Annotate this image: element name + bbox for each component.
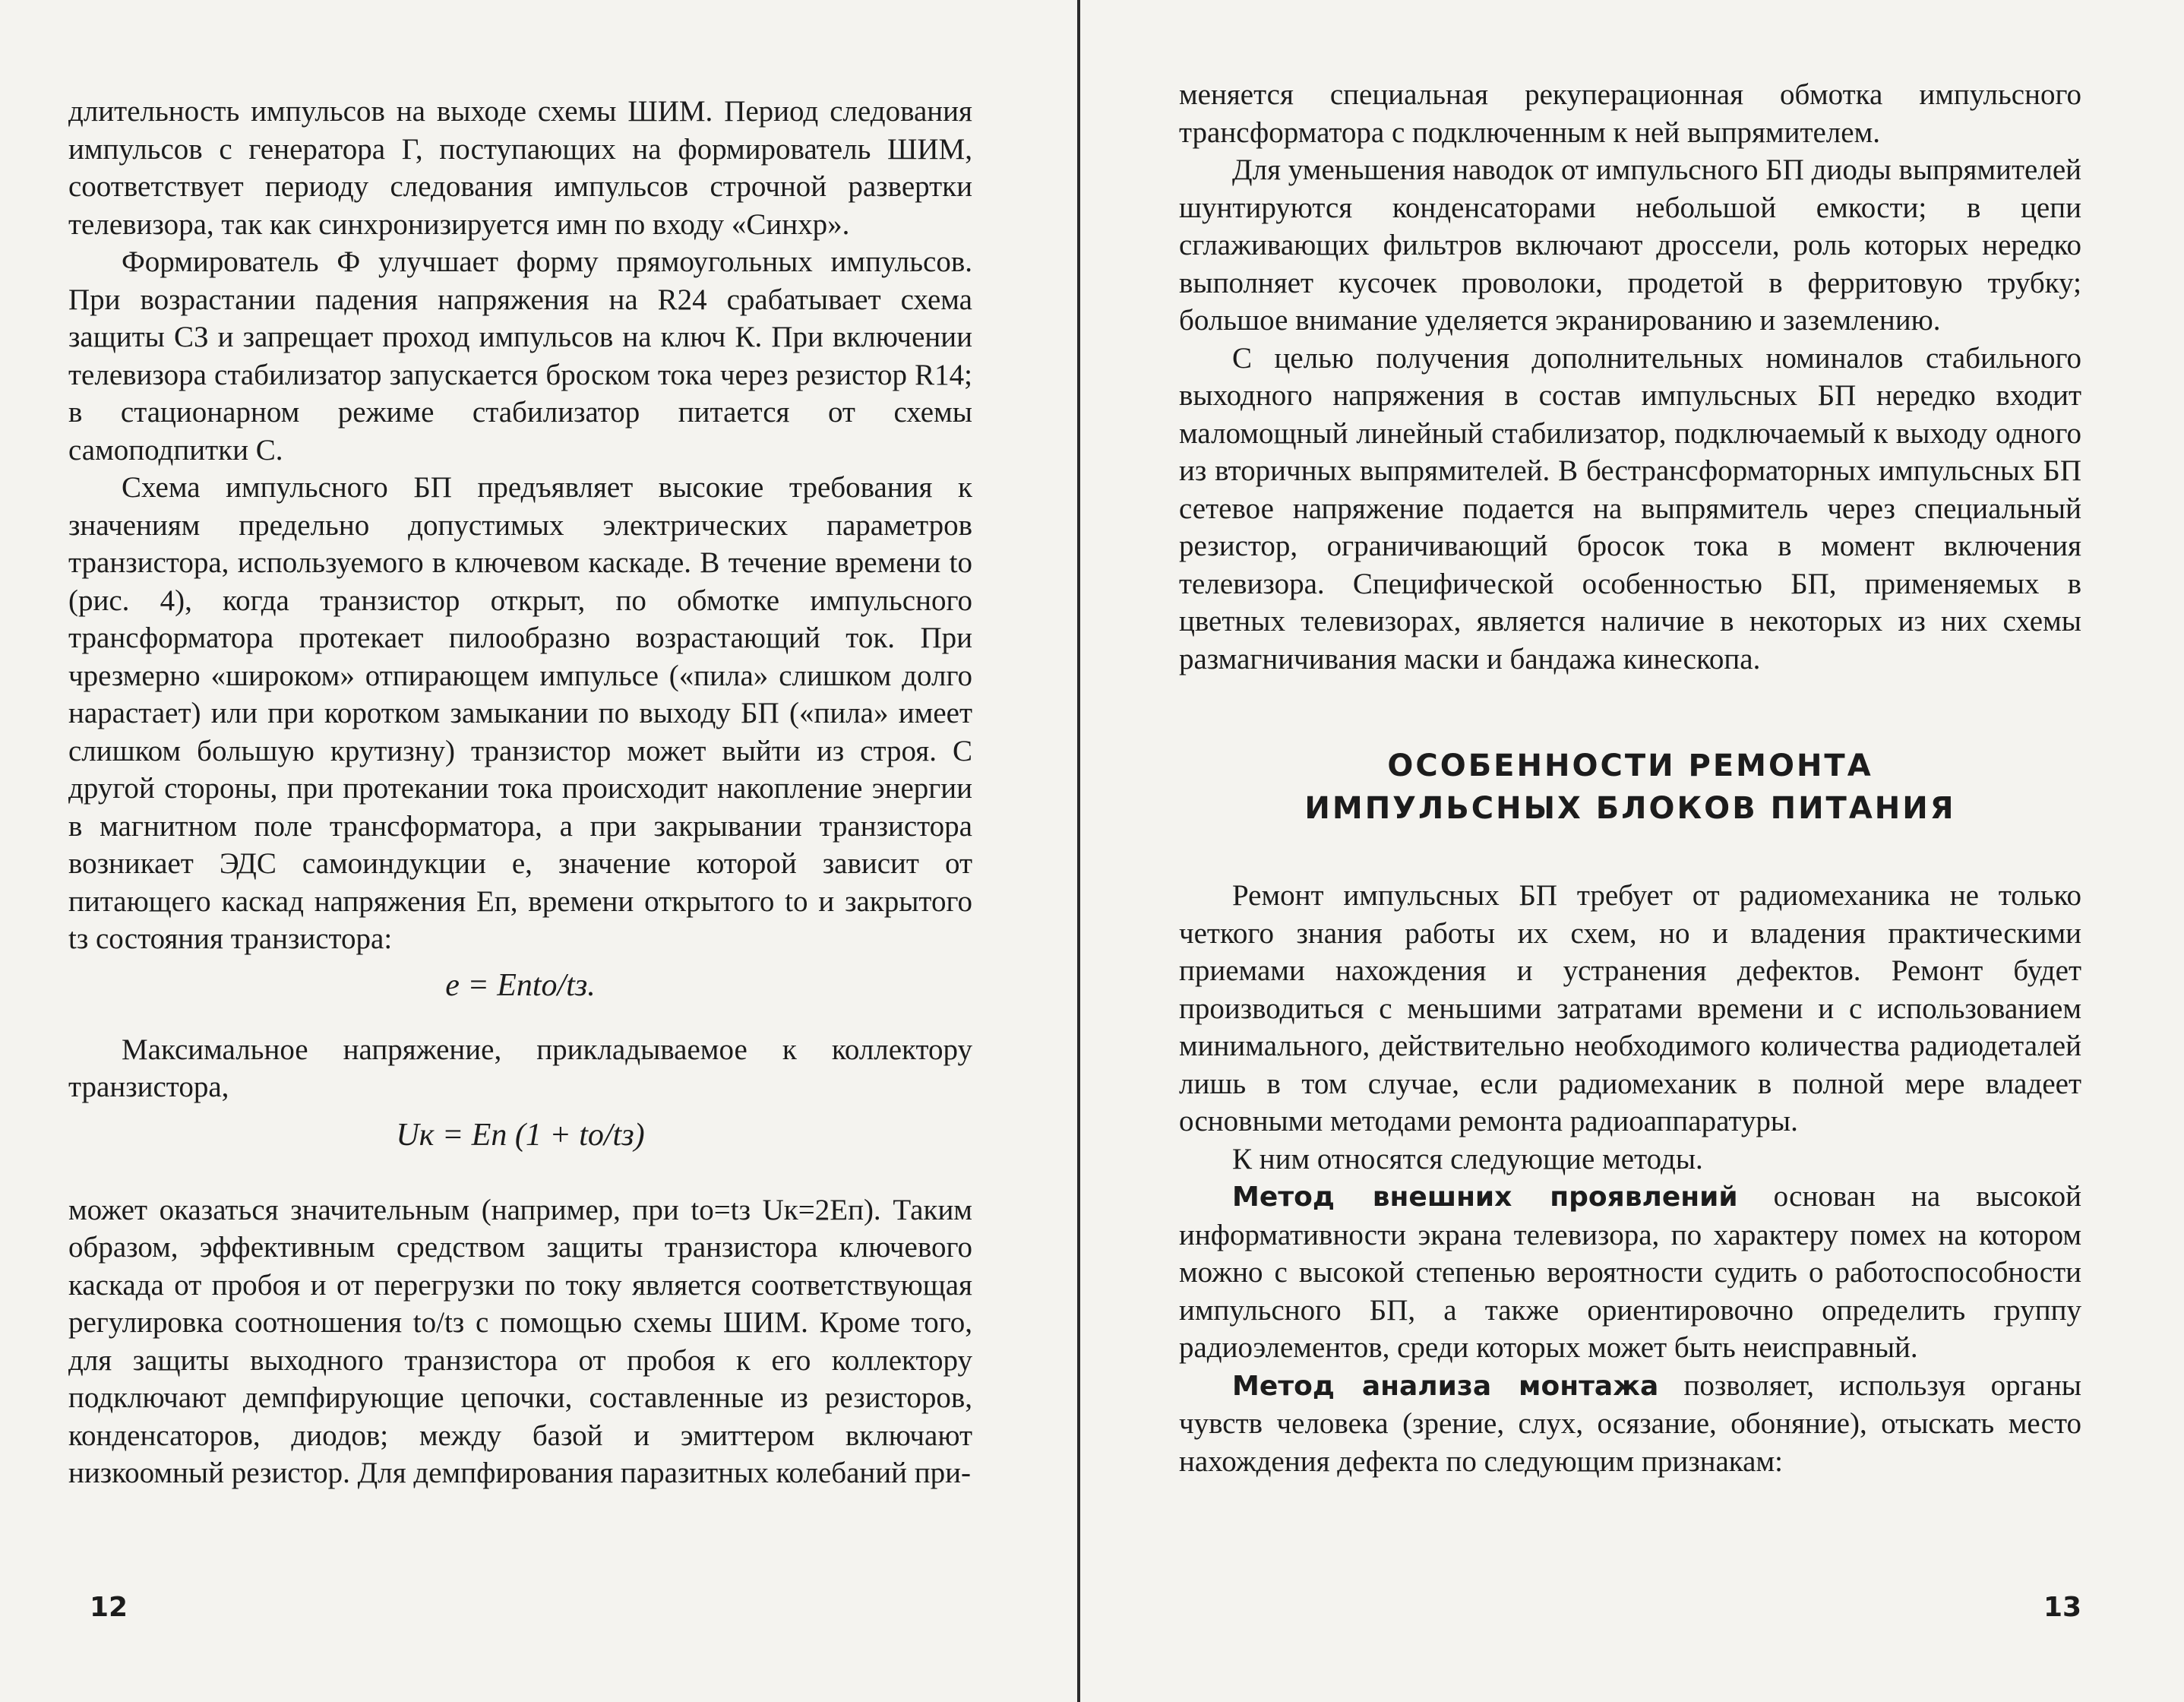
- paragraph: меняется специальная рекуперационная обмотка импульсного трансформатора с подключенным к ней выпрямителем.: [1179, 78, 2081, 149]
- method-text: основан на высокой информативности экрана телевизора, по характеру помех на котором можно с высокой степенью вероятности судить о работоспособности импульсного БП, а также ориентировочно определить группу радиоэлементов, среди которых может быть неисправный.: [1179, 1180, 2081, 1364]
- page-number-right: 13: [2043, 1592, 2082, 1623]
- method-title: Метод внешних проявлений: [1232, 1182, 1738, 1213]
- section-heading-line-1: ОСОБЕННОСТИ РЕМОНТА: [1387, 748, 1873, 783]
- method-paragraph: [1179, 1367, 2081, 1481]
- paragraph: Ремонт импульсных БП требует от радиомеханика не только четкого знания работы их схем, но и владения практическими приемами нахождения и устранения дефектов. Ремонт будет производиться с меньшими затратами времени и с использованием минимального, действительно необходимого количества радиодеталей лишь в том случае, если радиомеханик в полной мере владеет основными методами ремонта радиоаппаратуры.: [1179, 879, 2081, 1137]
- page-number-left: 12: [90, 1592, 128, 1623]
- formula-collector-voltage: Uк = Eп (1 + tо/tз): [396, 1117, 645, 1153]
- paragraph: длительность импульсов на выходе схемы ШИМ. Период следования импульсов с генератора Г, поступающих на формирователь ШИМ, соответствует периоду следования импульсов строчной развертки телевизора, так как синхронизируется имн по входу «Синхр».: [68, 95, 972, 241]
- paragraph: К ним относятся следующие методы.: [1232, 1142, 1703, 1175]
- method-paragraph: [1179, 1178, 2081, 1367]
- section-heading: [1179, 745, 2081, 830]
- page-gutter: [1077, 0, 1080, 1702]
- formula-emf: e = Eпtо/tз.: [445, 967, 596, 1003]
- paragraph: Схема импульсного БП предъявляет высокие требования к значениям предельно допустимых электрических параметров транзистора, используемого в ключевом каскаде. В течение времени tо (рис. 4), когда транзистор открыт, по обмотке импульсного трансформатора протекает пилообразно возрастающий ток. При чрезмерно «широком» отпирающем импульсе («пила» слишком долго нарастает) или при коротком замыкании по выходу БП («пила» имеет слишком большую крутизну) транзистор может выйти из строя. С другой стороны, при протекании тока происходит накопление энергии в магнитном поле трансформатора, а при закрывании транзистора возникает ЭДС самоиндукции е, значение которой зависит от питающего каскад напряжения Eп, времени открытого tо и закрытого tз состояния транзистора:: [68, 471, 972, 955]
- method-text: позволяет, используя органы чувств человека (зрение, слух, осязание, обоняние), отыскать место нахождения дефекта по следующим признакам:: [1179, 1368, 2082, 1478]
- paragraph: Для уменьшения наводок от импульсного БП диоды выпрямителей шунтируются конденсаторами небольшой емкости; в цепи сглаживающих фильтров включают дроссели, роль которых нередко выполняет кусочек проволоки, продетой в ферритовую трубку; большое внимание уделяется экранированию и заземлению.: [1179, 153, 2081, 337]
- paragraph: Формирователь Ф улучшает форму прямоугольных импульсов. При возрастании падения напряжения на R24 срабатывает схема защиты СЗ и запрещает проход импульсов на ключ К. При включении телевизора стабилизатор запускается броском тока через резистор R14; в стационарном режиме стабилизатор питается от схемы самоподпитки С.: [68, 245, 972, 467]
- right-page-body: [1179, 76, 2081, 1480]
- paragraph: может оказаться значительным (например, при tо=tз Uк=2Eп). Таким образом, эффективным средством защиты транзистора ключевого каскада от пробоя и от перегрузки по току является соответствующая регулировка соотношения tо/tз с помощью схемы ШИМ. Кроме того, для защиты выходного транзистора от пробоя к его коллектору подключают демпфирующие цепочки, составленные из резисторов, конденсаторов, диодов; между базой и эмиттером включают низкоомный резистор. Для демпфирования паразитных колебаний при-: [68, 1193, 972, 1489]
- right-page: [1179, 0, 2081, 1480]
- section-heading-line-2: ИМПУЛЬСНЫХ БЛОКОВ ПИТАНИЯ: [1304, 791, 1956, 826]
- paragraph: Максимальное напряжение, прикладываемое к коллектору транзистора,: [68, 1033, 972, 1103]
- paragraph: С целью получения дополнительных номиналов стабильного выходного напряжения в состав импульсных БП нередко входит маломощный линейный стабилизатор, подключаемый к выходу одного из вторичных выпрямителей. В бестрансформаторных импульсных БП сетевое напряжение подается на выпрямитель через специальный резистор, ограничивающий бросок тока в момент включения телевизора. Специфической особенностью БП, применяемых в цветных телевизорах, является наличие в некоторых из них схемы размагничивания маски и бандажа кинескопа.: [1179, 341, 2081, 675]
- left-page-body: [68, 93, 972, 1492]
- left-page: [68, 0, 972, 1492]
- method-title: Метод анализа монтажа: [1232, 1370, 1659, 1402]
